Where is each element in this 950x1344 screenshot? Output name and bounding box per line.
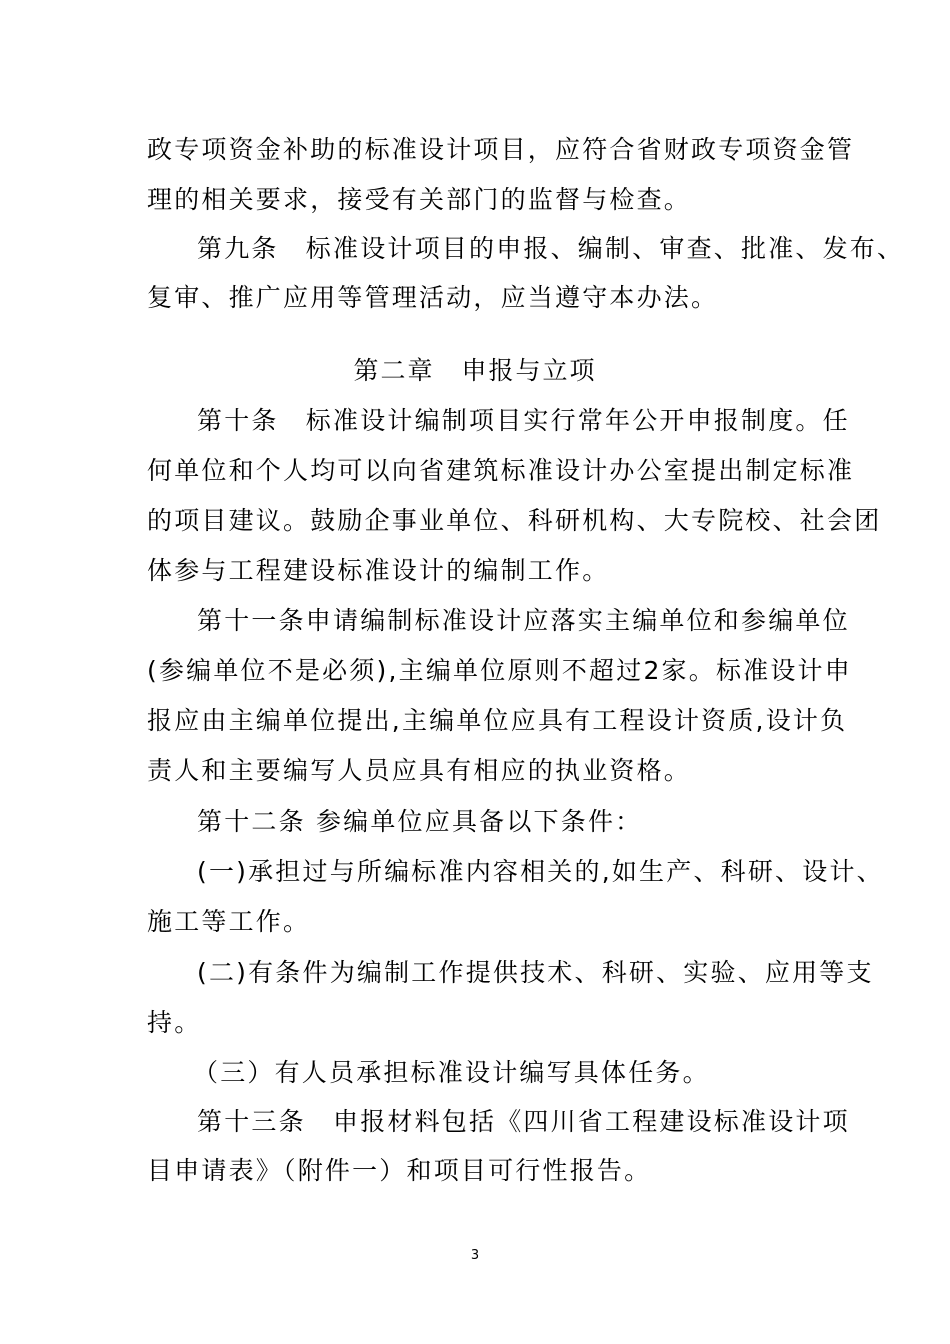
article-9: 第九条 标准设计项目的申报、编制、审查、批准、发布、 xyxy=(197,234,905,263)
article-11: 第十一条申请编制标准设计应落实主编单位和参编单位 xyxy=(197,606,850,635)
text-line: 体参与工程建设标准设计的编制工作。 xyxy=(147,556,610,585)
list-item-2: (二)有条件为编制工作提供技术、科研、实验、应用等支 xyxy=(197,958,874,987)
page-number: 3 xyxy=(470,1248,480,1263)
article-12: 第十二条 参编单位应具备以下条件： xyxy=(197,807,643,836)
text-line: 报应由主编单位提出,主编单位应具有工程设计资质,设计负 xyxy=(147,706,848,735)
text-line: 施工等工作。 xyxy=(147,907,311,936)
text-line: 责人和主要编写人员应具有相应的执业资格。 xyxy=(147,756,692,785)
text-line: (参编单位不是必须),主编单位原则不超过2家。标准设计申 xyxy=(147,656,852,685)
article-13: 第十三条 申报材料包括《四川省工程建设标准设计项 xyxy=(197,1107,850,1136)
text-line: 复审、推广应用等管理活动，应当遵守本办法。 xyxy=(147,283,719,312)
text-line: 理的相关要求，接受有关部门的监督与检查。 xyxy=(147,185,692,214)
text-line: 政专项资金补助的标准设计项目，应符合省财政专项资金管 xyxy=(147,135,855,164)
text-line: 的项目建议。鼓励企事业单位、科研机构、大专院校、社会团 xyxy=(147,506,882,535)
text-line: 持。 xyxy=(147,1008,202,1037)
list-item-1: (一)承担过与所编标准内容相关的,如生产、科研、设计、 xyxy=(197,857,884,886)
chapter-heading: 第二章 申报与立项 xyxy=(353,356,597,385)
text-line: 何单位和个人均可以向省建筑标准设计办公室提出制定标准 xyxy=(147,456,855,485)
text-line: 目申请表》（附件一）和项目可行性报告。 xyxy=(147,1156,652,1185)
list-item-3: （三）有人员承担标准设计编写具体任务。 xyxy=(193,1058,710,1087)
article-10: 第十条 标准设计编制项目实行常年公开申报制度。任 xyxy=(197,406,850,435)
